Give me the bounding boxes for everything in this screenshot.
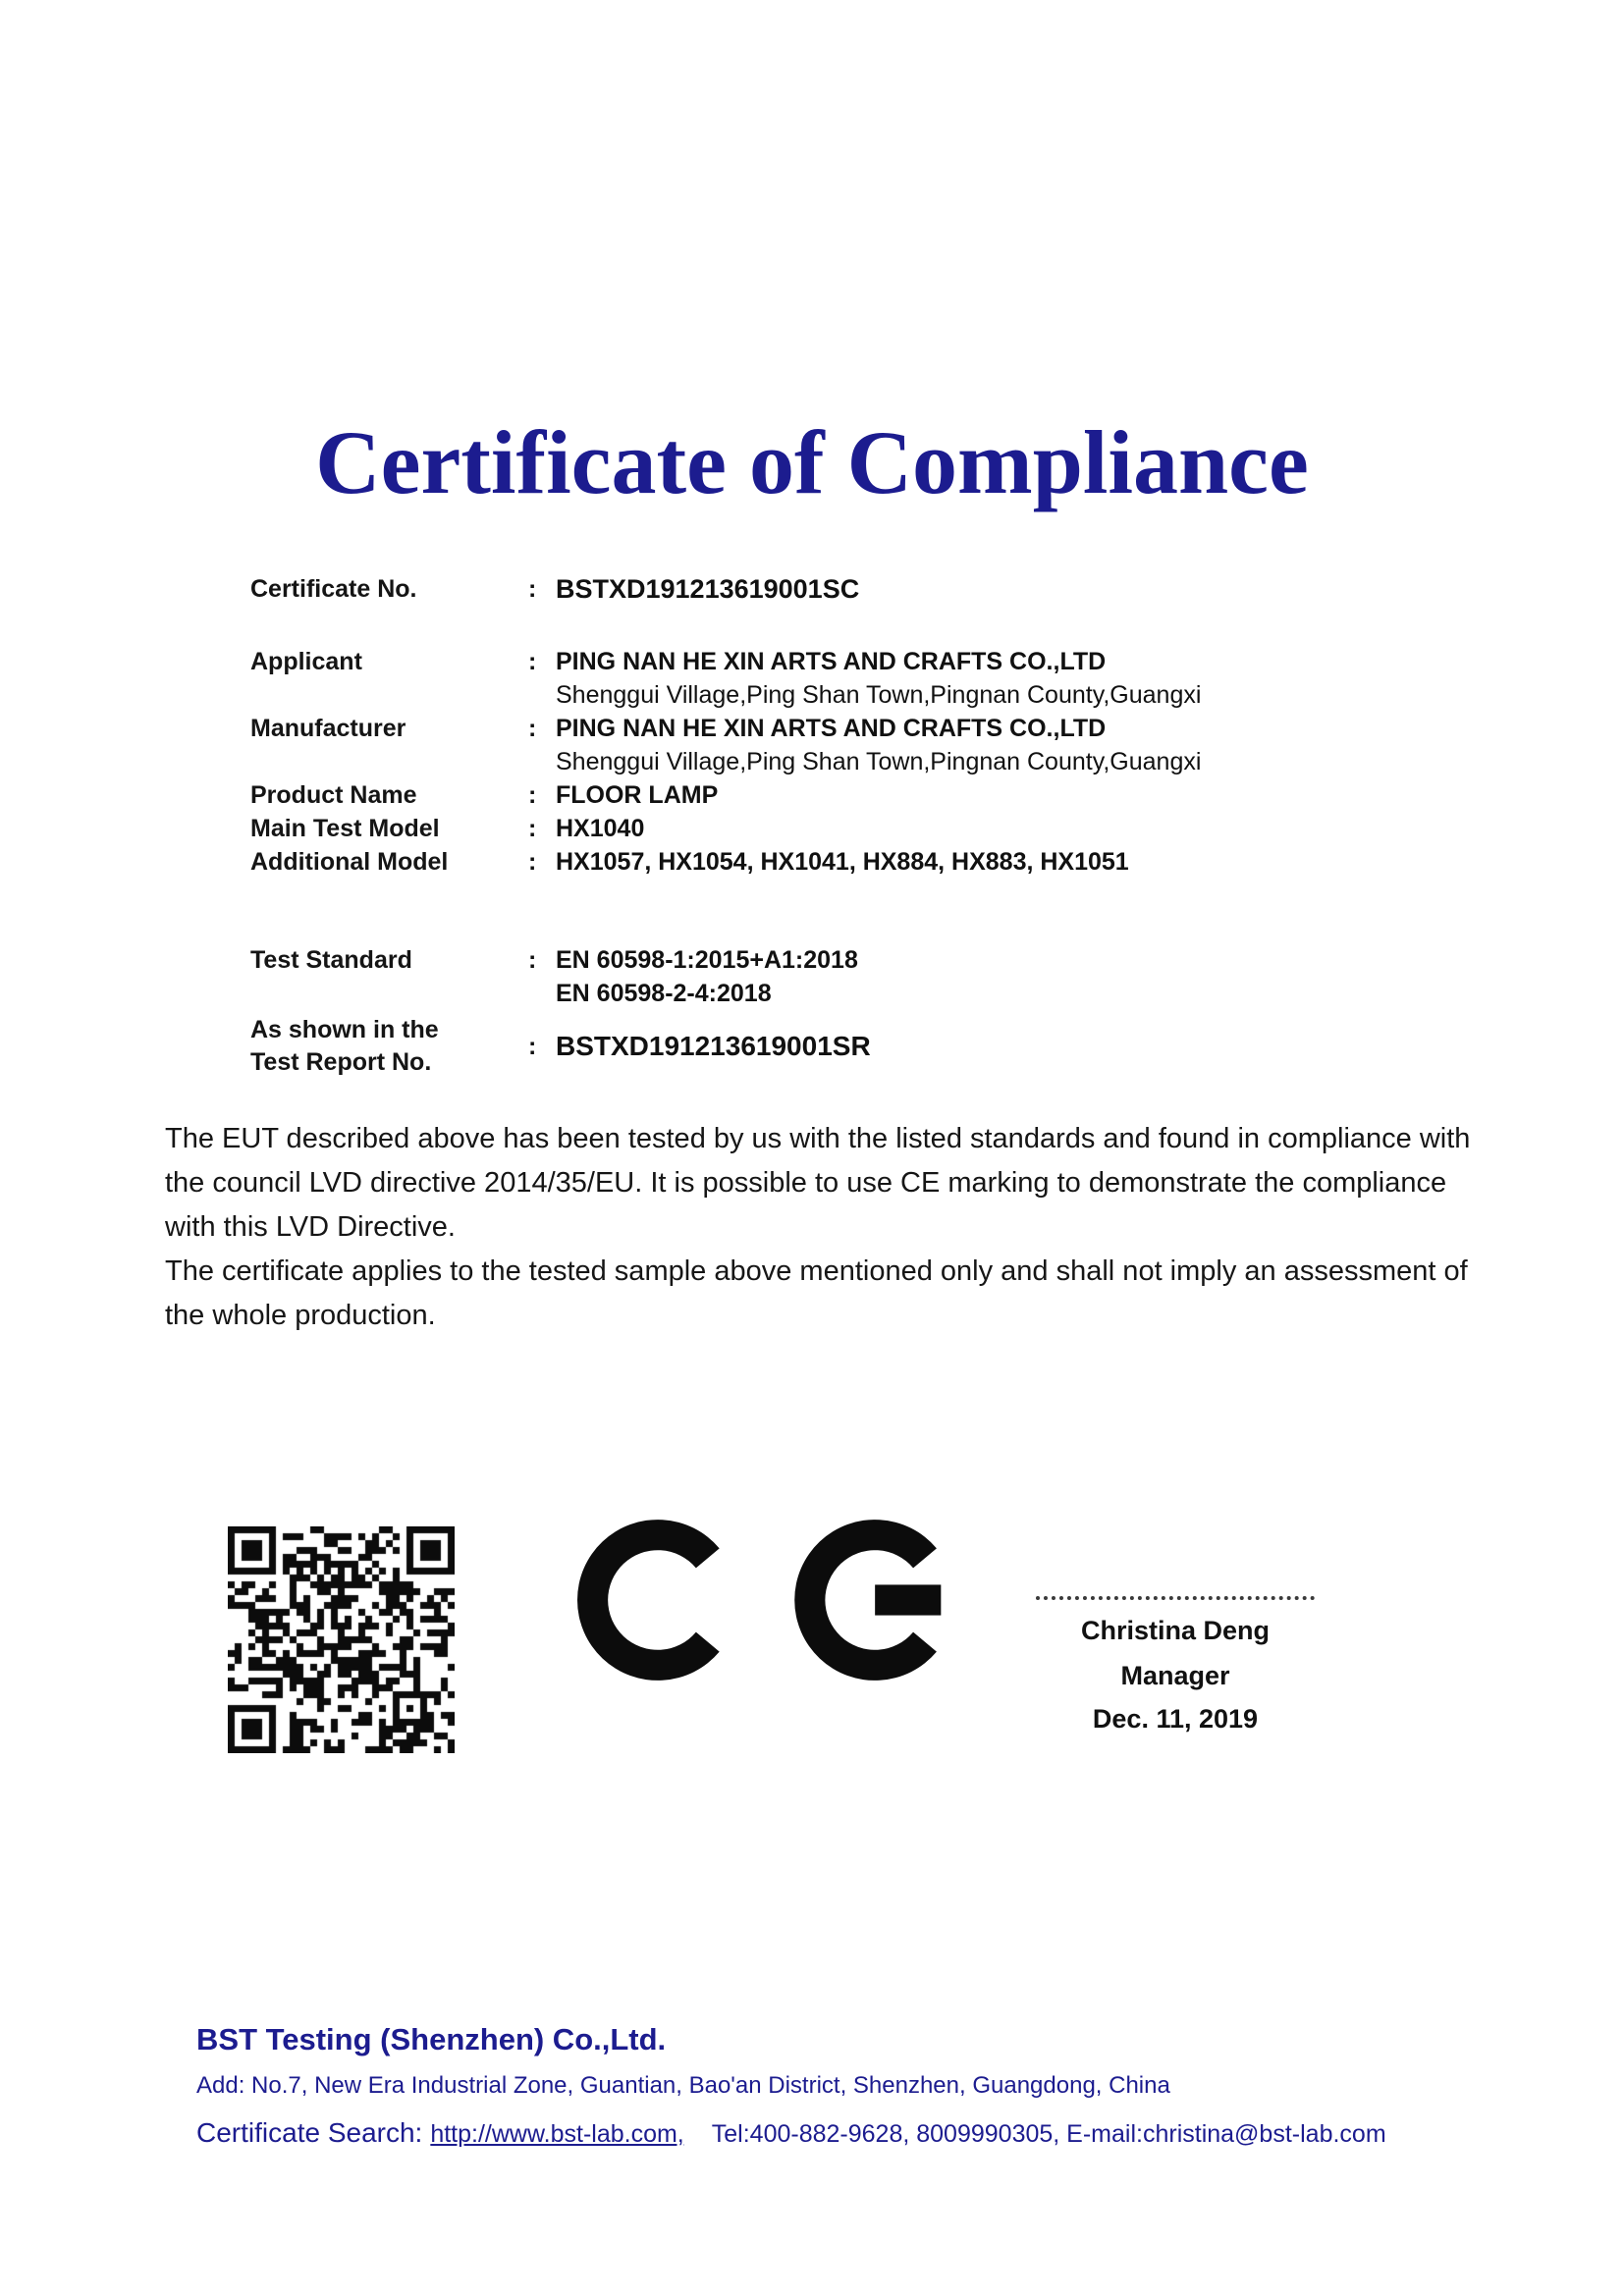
certificate-no-value: BSTXD191213619001SC	[556, 574, 860, 604]
footer	[196, 2022, 1453, 2157]
applicant-label: Applicant	[250, 648, 362, 675]
field-colon: :	[528, 648, 537, 675]
qr-code-icon	[228, 1526, 455, 1753]
field-row-test-standard	[250, 943, 1468, 1010]
signatory-role: Manager	[1120, 1661, 1230, 1690]
page-title: Certificate of Compliance	[315, 412, 1309, 512]
test-standard-value-block	[556, 943, 1468, 1010]
field-row-test-report-no	[250, 1010, 1468, 1079]
applicant-address: Shenggui Village,Ping Shan Town,Pingnan County,Guangxi	[556, 681, 1202, 709]
applicant-name: PING NAN HE XIN ARTS AND CRAFTS CO.,LTD	[556, 648, 1107, 675]
product-name-value: FLOOR LAMP	[556, 781, 719, 809]
certificate-no-label: Certificate No.	[250, 575, 417, 603]
product-name-label: Product Name	[250, 781, 417, 809]
statement-paragraph-1: The EUT described above has been tested by us with the listed standards and found in compliance with the council LVD directive 2014/35/EU. It is possible to use CE marking to demonstrate the compliance with this LVD Directive.	[165, 1123, 1471, 1243]
certificate-search-label: Certificate Search:	[196, 2117, 423, 2148]
field-colon: :	[528, 575, 537, 603]
statement-paragraph-2: The certificate applies to the tested sample above mentioned only and shall not imply an assessment of the whole production.	[165, 1255, 1468, 1331]
signature-date: Dec. 11, 2019	[1092, 1704, 1259, 1734]
field-colon: :	[528, 848, 537, 876]
certificate-search-link[interactable]: http://www.bst-lab.com,	[430, 2120, 684, 2148]
field-colon: :	[528, 781, 537, 809]
compliance-statement	[165, 1117, 1471, 1338]
footer-contact-info: Tel:400-882-9628, 8009990305, E-mail:christina@bst-lab.com	[711, 2120, 1386, 2148]
footer-search-line	[196, 2114, 1453, 2157]
field-colon: :	[528, 815, 537, 842]
manufacturer-value-block	[556, 712, 1468, 778]
main-test-model-label: Main Test Model	[250, 815, 440, 842]
test-report-label-text: As shown in the Test Report No.	[250, 1016, 439, 1076]
field-row-additional-model	[250, 845, 1468, 879]
main-test-model-value: HX1040	[556, 815, 645, 842]
field-colon: :	[528, 946, 537, 974]
additional-model-label: Additional Model	[250, 848, 449, 876]
manufacturer-address: Shenggui Village,Ping Shan Town,Pingnan County,Guangxi	[556, 748, 1202, 775]
additional-model-value: HX1057, HX1054, HX1041, HX884, HX883, HX1051	[556, 848, 1129, 876]
signature-block	[1029, 1596, 1322, 1735]
certificate-fields	[250, 572, 1468, 1079]
test-standard-line1: EN 60598-1:2015+A1:2018	[556, 946, 858, 974]
test-report-label	[250, 1014, 528, 1079]
field-row-certificate-no	[250, 572, 1468, 606]
test-standard-line2: EN 60598-2-4:2018	[556, 980, 772, 1007]
test-standard-label: Test Standard	[250, 946, 412, 974]
field-row-product-name	[250, 778, 1468, 812]
test-report-value: BSTXD191213619001SR	[556, 1031, 871, 1061]
field-row-manufacturer	[250, 712, 1468, 778]
field-colon: :	[528, 1033, 537, 1060]
field-colon: :	[528, 715, 537, 742]
signatory-name: Christina Deng	[1080, 1616, 1271, 1645]
field-row-applicant	[250, 645, 1468, 712]
applicant-value-block	[556, 645, 1468, 712]
footer-address: Add: No.7, New Era Industrial Zone, Guantian, Bao'an District, Shenzhen, Guangdong, China	[196, 2072, 1170, 2099]
manufacturer-label: Manufacturer	[250, 715, 406, 742]
footer-company-name: BST Testing (Shenzhen) Co.,Ltd.	[196, 2022, 667, 2056]
ce-mark-icon	[577, 1520, 960, 1681]
signature-dotted-line	[1036, 1596, 1315, 1600]
manufacturer-name: PING NAN HE XIN ARTS AND CRAFTS CO.,LTD	[556, 715, 1107, 742]
field-row-main-test-model	[250, 812, 1468, 845]
